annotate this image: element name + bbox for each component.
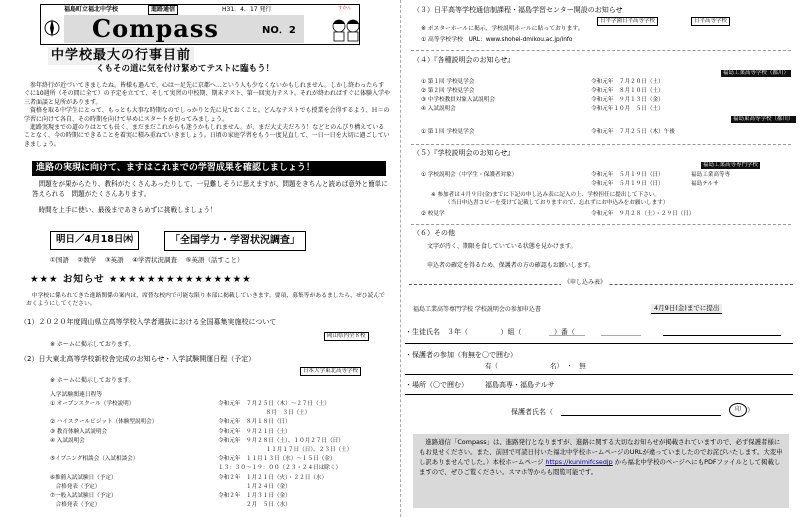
intro-paragraph: 資格を取る中学生にとって、もっとも大事な時期なのでしっかりと先に見ておくこと。どんなテストでも授業を会得するよう、Ｈ＝の学習に向けて各自、その時期を向けて早めにスタートを切ってみましょう。 xyxy=(24,107,390,123)
section-5-title: （５）『学校説明会のお知らせ』 xyxy=(413,149,515,157)
section-6-title: （６）その他 xyxy=(413,229,455,237)
guardian-attendance-label: ・保護者の参加（有無を〇で囲む） xyxy=(405,351,517,359)
event-row xyxy=(421,172,791,181)
schedule-row xyxy=(50,447,400,456)
signature-close-paren: ） xyxy=(747,406,754,414)
event-row xyxy=(421,129,791,138)
event-date: 令和元年１０月 ５日（土） xyxy=(591,106,664,112)
schedule-date: ２月 ５日（水） xyxy=(218,502,291,509)
right-column xyxy=(400,0,800,517)
event-date: 令和元年 ５月１９日（日） xyxy=(591,181,664,187)
schedule-row xyxy=(50,502,400,511)
section-3-line-1: ※ ポスターホールに掲示、学校説明ホールに貼っております。 xyxy=(421,26,584,32)
intro-paragraph: 進路実現までの道のりはとても長く、まだまだこれからも迷うかもしれません。が、まだ大丈夫だろう！などとのんびり構えていることなく、今の時期にできることを着実に積み重ねていきましょう。日頃の家庭学習をもう一度見直して、一日一日を大切に過ごしていきましょう。 xyxy=(24,123,390,148)
event-row xyxy=(421,211,791,220)
subject-list xyxy=(50,256,243,265)
schedule-row xyxy=(50,419,400,428)
section-5-note-2: （当日申込書コピーを受けて記載しておりますので、忘れずにお申込みをお願いします） xyxy=(445,200,669,206)
section-3-source-2: 日平高等学校 xyxy=(691,17,730,26)
subject-item: ②数学 xyxy=(77,256,97,264)
form-deadline: 4月9日(金)までに提出 xyxy=(651,304,722,314)
seal-circle: 印 xyxy=(729,403,747,417)
intro-paragraph: 参年終行が近づいてきましたね。皆様も過んで、心は一足先に京都へ…という人も少なくないかもしれません。しかし終わったらすぐに10週所（その間に全て）の予定を立てて、そして実習の中校期、期末テスト、第一回実力テスト。それが終わればすぐに体験入学や三者面談と見所があります。 xyxy=(24,82,390,106)
schedule-row xyxy=(50,410,400,419)
subject-item: ④学習状況調査 xyxy=(132,256,178,264)
notice-item-1-source: 岡山県内全８校 xyxy=(324,332,369,341)
schedule-label: ③ 教育体験入試説明会 xyxy=(50,428,108,435)
schedule-date: １１月１７日（日）、２３日（土） xyxy=(260,446,353,453)
section-4-group-1 xyxy=(421,79,791,115)
student-name-label: ・生徒氏名 ３年（ xyxy=(405,328,468,336)
homepage-link[interactable]: https://kunimifcsedjp xyxy=(545,457,613,466)
event-label: ④ 入試説明会 xyxy=(421,106,456,112)
study-paragraph: 問題をが果からたり、教科がたくさんあったりして、一見難しそうに思えますが、問題をきちんと読めば意外と簡単に答えられる 問題がたくさんあります。 xyxy=(32,180,388,198)
schedule-date: 令和元年 ９月２８日（土）、１０月２７日（日） xyxy=(218,437,344,444)
event-date: 令和元年 ９月２８（土）・２９日（日） xyxy=(591,211,695,217)
footer-text-end: から福北中学校のページへにもPDFファイルとして掲載しますので、ぜひご覧ください。スマホ等からも閲覧可能です。 xyxy=(419,457,781,476)
divider xyxy=(411,50,791,51)
event-date: 令和元年 ７月２０日（土） xyxy=(591,79,664,85)
form-title: 福島工業高等専門学校 学校説明会の参加申込書 xyxy=(413,306,541,313)
type-badge: 進路通信 xyxy=(148,5,178,15)
event-date: 令和元年 ７月２５日（木）午後 xyxy=(591,129,675,135)
venue-options[interactable]: 福島高専・福島テルサ xyxy=(485,381,555,389)
study-paragraph: 時間を上手に使い、最後まであきらめずに挑戦しましょう！ xyxy=(32,205,217,214)
event-label: ③ 中学校教員対象入試説明会 xyxy=(421,97,495,103)
event-label: ① 学校説明会（中学生・保護者対象） xyxy=(421,172,518,178)
notice-item-2-title: （2）日大東北高等学校新校舎完成のお知らせ・入学試験開運日程（予定） xyxy=(20,355,256,363)
section-3-title: （３）日平高等学校通信制課程・福島学習センター開設のお知らせ xyxy=(413,6,623,14)
study-banner: 進路の実現に向けて、ますはこれまでの学習成果を確認しましょう！ xyxy=(32,161,386,176)
subject-item: ③英語 xyxy=(104,256,124,264)
event-label: ② 校見学 xyxy=(421,211,445,217)
student-name-field[interactable] xyxy=(663,326,781,336)
notice-heading: ★★★ お知らせ ★★★★★★★★★★★★★★★ xyxy=(30,274,252,285)
issue-number: NO．2 xyxy=(262,25,296,36)
venue-label: ・場所（〇で囲む） xyxy=(405,381,468,389)
event-place: 福島工業高等専 xyxy=(691,172,731,178)
schedule-date: １３：３０～１９：００（２３・２４日は除く） xyxy=(218,465,342,472)
schedule-list xyxy=(50,401,400,511)
section-6-line-2: 申込者の確定を得るため、保護者の方の確認もお願いします。 xyxy=(421,262,595,269)
student-grade-field[interactable] xyxy=(549,326,585,336)
divider xyxy=(411,144,791,145)
test-date-box: 明日／4月18日㈭ xyxy=(50,231,139,250)
event-label: ① 第１回 学校見学会 xyxy=(421,79,475,85)
study-text xyxy=(32,180,388,216)
event-date: 令和元年 ５月１９日（日） xyxy=(591,172,664,178)
divider xyxy=(411,224,791,225)
form-rule xyxy=(405,374,793,375)
schedule-label: ① オープンスクール（学校説明） xyxy=(50,401,135,407)
notice-intro: 中学校に係られてきた進路関係の案内は、席替な校内で可能な限り本部に掲載していきます。要項、募集等があるましたら、ぜひ読んでおくようにしてください。 xyxy=(26,293,385,308)
section-5-source: 福島工業高等専門学校 xyxy=(703,162,759,168)
section-4-group-2-source: 福島東高等学校（都川） xyxy=(733,116,794,122)
form-rule xyxy=(405,394,793,395)
footer-notice xyxy=(413,434,789,508)
section-4-title: （４）『各種説明会のお知らせ』 xyxy=(413,56,515,64)
event-date: 令和元年 ８月１０日（土） xyxy=(591,88,664,94)
schedule-row xyxy=(50,475,400,484)
schedule-heading: 入学試験関連日程等 xyxy=(50,392,103,398)
notice-item-1-title: （1）２０２０年度岡山県立高等学校入学者選抜における全国募集実施校について xyxy=(20,318,277,326)
guardian-signature-label: 保護者氏名（ xyxy=(511,408,553,416)
section-3-source-1: 日平学園日平高等学校 xyxy=(597,17,658,26)
subject-item: ⑤英語（話すこと） xyxy=(185,256,244,264)
schedule-row xyxy=(50,465,400,474)
subject-item: ①国語 xyxy=(50,256,69,264)
schedule-label: ⑥推薦入試試験日（予定） xyxy=(50,474,117,481)
schedule-date: ８月 ３日（土） xyxy=(260,410,311,417)
section-5-note-1: ※ 参加者は４月９日(金)までに下記の申し込み表に記入の上、学校担任に提出して下さい。 xyxy=(431,192,660,198)
schedule-row xyxy=(50,456,400,465)
event-row xyxy=(421,79,791,88)
footer-text: 進路通信「Compass」は、進路発行となりますが、進路に関する大切なお知らせが掲載されていますので、必ず保護者様にもお見せください。また、前回で可読日付いた福北中学校ホームページのURLが違っていましたのでお詫びいたします。大変申し訳ありませんでした。）本校ホームページ xyxy=(419,438,783,466)
event-row xyxy=(421,88,791,97)
event-label: ② 第２回 学校見学会 xyxy=(421,88,475,94)
schedule-date: 令和元年 ９月２１日（土） xyxy=(218,428,291,435)
schedule-row xyxy=(50,401,400,410)
schedule-label: ④ 入試説明会 xyxy=(50,437,85,444)
headline-sub: くもその道に気を付け緊めてテストに臨もう！ xyxy=(96,64,275,74)
schedule-row xyxy=(50,484,400,493)
schedule-row xyxy=(50,438,400,447)
school-name: 福島町立福北中学校 xyxy=(64,6,119,13)
form-rule xyxy=(405,343,793,344)
schedule-label: ⑦一般入試試験日（予定） xyxy=(50,492,117,499)
section-6-line-1: 文字が汚く、期限を食していている状態を見かけます。 xyxy=(421,243,577,250)
schedule-date: 令和元年 ８月１８日（日） xyxy=(218,419,291,426)
issue-date: H31．4．17 発行 xyxy=(222,6,272,13)
headline-main: 中学校最大の行事目前 xyxy=(48,47,194,65)
section-4-group-1-source: 福島工業高等学校（都川） xyxy=(723,70,790,76)
section-3-url: ① 高等学校学校 URL：www.shohei-dmikou.ac.jp/info xyxy=(421,37,573,43)
event-row xyxy=(421,97,791,106)
newsletter-title: Compass xyxy=(92,14,219,43)
notice-item-2-note: ※ ホームに掲示しております。 xyxy=(50,377,135,384)
event-row xyxy=(421,106,791,115)
schedule-label: 合格発表（予定） xyxy=(50,483,101,490)
schedule-date: １月２４日（金） xyxy=(218,483,291,490)
schedule-row xyxy=(50,493,400,502)
test-title-box: 「全国学力・学習状況調査」 xyxy=(164,231,306,251)
intro-text xyxy=(24,82,390,149)
schedule-date: 令和元年 ７月２５日（木）～２７日（土） xyxy=(218,401,330,407)
student-number-label: ）番（ xyxy=(553,328,575,336)
form-cut-label: 《申し込み表》 xyxy=(561,279,609,287)
event-label: ① 第１回 学校見学会 xyxy=(421,129,475,135)
event-date: 令和元年 ９月１３日（金） xyxy=(591,97,664,103)
schedule-label: 合格発表（予定） xyxy=(50,502,101,509)
student-class-field[interactable] xyxy=(601,326,641,336)
guardian-signature-field[interactable] xyxy=(561,404,721,416)
guardian-attendance-options[interactable]: 有（ 名） ・ 無 xyxy=(485,362,586,370)
schedule-date: 令和２年 １月３１日（金） xyxy=(218,492,291,499)
schedule-label: ② ハイスクールビジット（体験型説明会） xyxy=(50,419,158,426)
event-row xyxy=(421,181,791,190)
notice-item-2-source: 日本大学東北高等学校 xyxy=(300,367,361,376)
schedule-row xyxy=(50,429,400,438)
mascot-caption: すかん xyxy=(338,6,352,11)
notice-item-1-note: ※ ホームに掲示しております。 xyxy=(50,341,135,348)
schedule-date: 令和２年 １月２１日（火）・２２日（水） xyxy=(218,474,328,481)
schedule-date: 令和元年 １１月１３日（水）～１５日（金） xyxy=(218,456,336,463)
schedule-label: ⑤イブニング相談会（入試相談会） xyxy=(50,456,139,463)
compass-ornament-icon xyxy=(43,14,61,42)
student-class-label: ）組（ xyxy=(500,328,522,336)
event-place: 福島テルサ xyxy=(691,181,719,187)
